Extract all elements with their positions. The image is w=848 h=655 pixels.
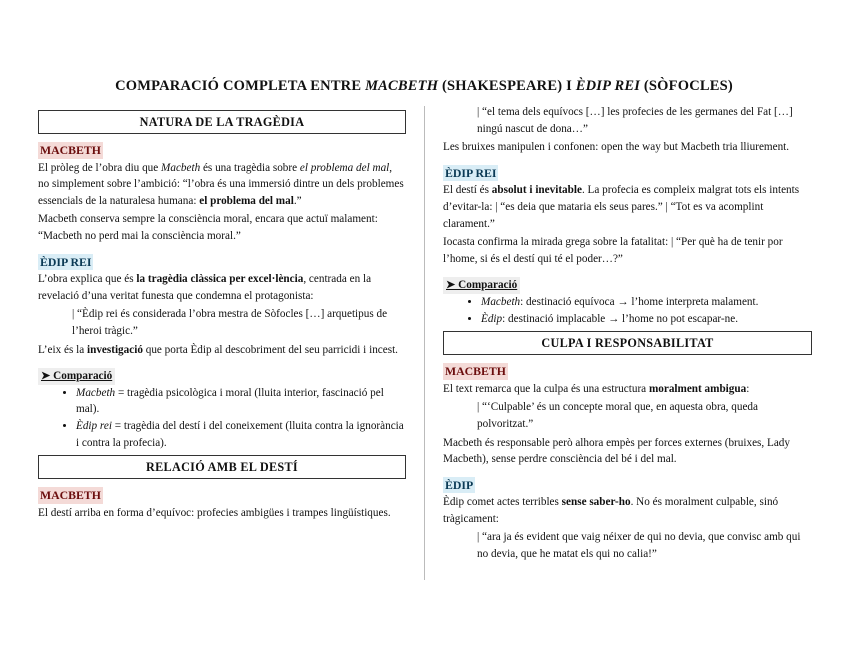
- comparison-label: ➤ Comparació: [443, 277, 520, 294]
- subheading-edip: ÈDIP REI: [445, 165, 497, 180]
- subheading-edip: ÈDIP: [445, 477, 474, 492]
- section-header-desti: RELACIÓ AMB EL DESTÍ: [38, 455, 406, 479]
- paragraph: Èdip comet actes terribles sense saber-ho. No és moralment culpable, sinó tràgicament:: [443, 496, 779, 525]
- section-header-natura: NATURA DE LA TRAGÈDIA: [38, 110, 406, 134]
- paragraph: Macbeth és responsable però alhora empès per forces externes (bruixes, Lady Macbeth), sense perdre consciència del bé i del mal.: [443, 436, 790, 466]
- right-column: [443, 104, 812, 565]
- quote: | “Èdip rei és considerada l’obra mestra de Sòfocles […] arquetipus de l’heroi tràgic.”: [72, 308, 388, 337]
- comparison-list: [38, 385, 406, 451]
- left-column: [38, 106, 406, 523]
- paragraph: El text remarca que la culpa és una estructura moralment ambigua:: [443, 382, 750, 395]
- subheading-macbeth: MACBETH: [445, 364, 506, 379]
- paragraph: L’eix és la investigació que porta Èdip al descobriment del seu parricidi i incest.: [38, 343, 398, 356]
- paragraph: El destí arriba en forma d’equívoc: profecies ambigües i trampes lingüístiques.: [38, 506, 391, 519]
- list-item: • Èdip rei = tragèdia del destí i del coneixement (lluita contra la ignorància i contra la profecia).: [76, 418, 406, 451]
- quote: | “el tema dels equívocs […] les profecies de les germanes del Fat […] ningú nascut de dona…”: [477, 106, 793, 135]
- list-item: • Macbeth: destinació equívoca → l’home interpreta malament.: [481, 294, 812, 311]
- comparison-label: ➤ Comparació: [38, 368, 115, 385]
- subheading-edip: ÈDIP REI: [40, 254, 92, 269]
- comparison-list: [443, 294, 812, 327]
- paragraph: L’obra explica que és la tragèdia clàssica per excel·lència, centrada en la revelació d’una veritat funesta que condemna el protagonista:: [38, 273, 372, 302]
- paragraph: Les bruixes manipulen i confonen: open the way but Macbeth tria lliurement.: [443, 141, 790, 154]
- list-item: • Èdip: destinació implacable → l’home no pot escapar-ne.: [481, 311, 812, 328]
- subheading-macbeth: MACBETH: [40, 143, 101, 157]
- paragraph: El pròleg de l’obra diu que Macbeth és una tragèdia sobre el problema del mal, no simplement sobre l’ambició: “l’obra és una immersió dintre un dels problemes essencials de la naturalesa humana: el problema del mal.”: [38, 161, 404, 207]
- subheading-macbeth: MACBETH: [40, 488, 101, 503]
- column-divider: [424, 106, 425, 580]
- list-item: • Macbeth = tragèdia psicològica i moral (lluita interior, fascinació pel mal).: [76, 385, 406, 418]
- page-title: COMPARACIÓ COMPLETA ENTRE MACBETH (SHAKESPEARE) I ÈDIP REI (SÒFOCLES): [115, 78, 733, 94]
- quote: | “ara ja és evident que vaig néixer de qui no devia, que convisc amb qui no devia, que he matat els qui no calia!”: [477, 531, 801, 561]
- paragraph: Iocasta confirma la mirada grega sobre la fatalitat: | “Per què ha de tenir por l’home, si és el destí qui té el poder…?”: [443, 236, 783, 265]
- section-header-culpa: CULPA I RESPONSABILITAT: [443, 331, 812, 355]
- quote: | “‘Culpable’ és un concepte moral que, en aquesta obra, queda polvoritzat.”: [477, 401, 758, 430]
- paragraph: Macbeth conserva sempre la consciència moral, encara que actuï malament: “Macbeth no perd mai la consciència moral.”: [38, 213, 378, 242]
- paragraph: El destí és absolut i inevitable. La profecia es compleix malgrat tots els intents d’evitar-la: | “es deia que mataria els seus pares.” | “Tot es va acomplint clarament.”: [443, 184, 800, 230]
